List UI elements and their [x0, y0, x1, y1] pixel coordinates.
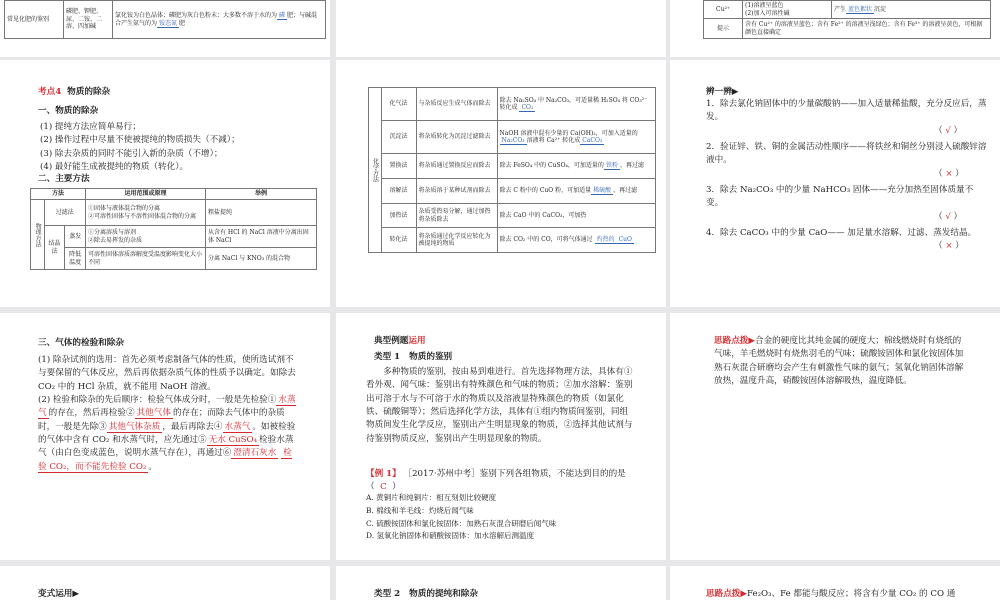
ion-table: [703, 0, 991, 39]
cell-label: 常见化肥的鉴别: [5, 1, 64, 39]
slide-9[interactable]: [670, 313, 1000, 560]
m-convert: 转化法: [381, 228, 416, 253]
p-gas: 与杂质反应生成气体而除去: [416, 88, 497, 121]
slide8-options: [366, 492, 638, 543]
ion-result: 产生 蓝色絮状 沉淀: [832, 1, 991, 19]
p-heat: 杂质受热易分解，通过加热将杂质除去: [416, 204, 497, 228]
e-heat: 除去 CaO 中的 CaCO₃，可加热: [497, 204, 656, 228]
e-replace: 除去 FeSO₄ 中的 CuSO₄，可加适量的 铁粉 ，再过滤: [497, 154, 656, 179]
th-example: 举例: [206, 189, 317, 200]
e-precip: NaOH 溶液中混有少量的 Ca(OH)₂，可加入适量的Na₂CO₃ 溶液将 Ca²⁺ 转化成 CaCO₃: [497, 121, 656, 154]
chem-methods-table: [368, 87, 656, 253]
slide4-items: [40, 121, 330, 174]
variant-title: 变式运用▶: [38, 589, 79, 599]
slide4-h2: 二、主要方法: [38, 174, 90, 184]
slide-7[interactable]: [0, 313, 330, 560]
th-principle: 运用范围或原理: [86, 189, 206, 200]
e-evap: 从含有 HCl 的 NaCl 溶液中分离出固体 NaCl: [206, 226, 317, 248]
slide4-h1: 一、物质的除杂: [38, 106, 99, 116]
ion-cell: Cu²⁺: [704, 1, 743, 19]
e-cool: 分离 NaCl 与 KNO₃ 的混合物: [206, 248, 317, 270]
m-filter: 过滤法: [44, 200, 85, 226]
slide-6[interactable]: [670, 60, 1000, 307]
slide6-list: [706, 98, 988, 253]
p-convert: 将杂质通过化学反应转化为被提纯的物质: [416, 228, 497, 253]
slide-3[interactable]: [670, 0, 1000, 57]
hint-lead: 思路点拨▶: [714, 336, 755, 346]
cell-types: 磷肥、钾肥、 尿、二铵、二 溶、四加碱: [64, 1, 113, 39]
chem-side: 化学方法: [369, 88, 382, 253]
phys-side: 物理方法: [31, 200, 45, 270]
e-dissolve: 除去 C 粉中的 CuO 粉，可加适量 稀硫酸 ，再过滤: [497, 179, 656, 204]
option-a: A. 黄铜片和纯铜片：相互刻划比较硬度: [366, 493, 497, 502]
m-crystal: 结晶法: [44, 226, 65, 270]
type2-title: 类型 2 物质的提纯和除杂: [374, 589, 478, 599]
m-replace: 置换法: [381, 154, 416, 179]
p-filter: ①固体与液体混合物的分离 ②可溶性固体与不溶性固体混合物的分离: [86, 200, 206, 226]
quiz-item-2: 2．验证锌、铁、铜的金属活动性顺序——将铁丝和铜丝分别浸入硫酸锌溶液中。 （ × ）: [706, 141, 987, 179]
fertilizer-table: [4, 0, 326, 39]
p-dissolve: 将杂质溶于某种试剂而除去: [416, 179, 497, 204]
option-d: D. 氢氧化钠固体和硝酸铵固体：加水溶解后测温度: [366, 531, 535, 541]
slide8-type: 类型 1 物质的鉴别: [374, 352, 453, 362]
e-filter: 粗盐提纯: [206, 200, 317, 226]
option-b: B. 棉线和羊毛线：灼烧后闻气味: [366, 505, 474, 515]
para-2: (2) 检验和除杂的先后顺序：检验气体成分时，一般是先检验① 水蒸气 的存在，然后再检验② 其他气体 的存在；而除去气体中的杂质时，一般是先除③ 其他气体杂质 ，最后再除去④ 水蒸气 。如被检验的气体中含有 CO₂ 和水蒸气时，应先通过⑤ 无水 CuSO₄ 检验水蒸气（由白色变成蓝色，说明水蒸气存在），再通过⑥ 澄清石灰水 检验 CO₂，而不能先检验 CO₂ 。: [38, 394, 296, 472]
item-2: (2) 操作过程中尽量不使被提纯的物质损失（不减）；: [40, 135, 240, 146]
m-gas: 化气法: [381, 88, 416, 121]
m-cool: 降低温度: [65, 248, 86, 270]
slide-8[interactable]: [336, 313, 666, 560]
slide7-heading: 三、气体的检验和除杂: [38, 338, 124, 348]
item-1: (1) 提纯方法应简单易行；: [40, 122, 141, 132]
para-1: (1) 除杂试剂的选用：首先必须考虑制备气体的性质，使所选试剂不与要保留的气体反应，然后再依据杂质气体的性质予以确定。如除去 CO₂ 中的 HCl 杂质，就不能用 NaOH 溶液。: [38, 355, 296, 392]
item-4: (4) 最好能生成被提纯的物质（转化）。: [40, 161, 189, 172]
quiz-item-4: 4．除去 CaCO₃ 中的少量 CaO—— 加足量水溶解、过滤、蒸发结晶。 （ × ）: [706, 227, 977, 252]
ion-method: (1)溶液呈蓝色 (2)加入可溶性碱: [743, 1, 832, 19]
slide4-title: 考点4 物质的除杂: [38, 87, 111, 97]
m-precip: 沉淀法: [381, 121, 416, 154]
p-evap: ①分离溶质与溶剂 ②除去易挥发的杂质: [86, 226, 206, 248]
slide-12[interactable]: [670, 566, 1000, 600]
slide8-example: 【例 1】 ［2017·苏州中考］鉴别下列各组物质，不能达到目的的是（ C ）: [366, 469, 626, 493]
m-dissolve: 溶解法: [381, 179, 416, 204]
slide7-body: [38, 354, 300, 474]
th-method: 方法: [31, 189, 86, 200]
m-evap: 蒸发: [65, 226, 86, 248]
p-replace: 将杂质通过置换反应而除去: [416, 154, 497, 179]
methods-table: [30, 188, 317, 270]
e-gas: 除去 Na₂SO₄ 中 Na₂CO₃，可适量稀 H₂SO₄ 将 CO₃²⁻ 转化成 CO₂: [497, 88, 656, 121]
slide-10[interactable]: [0, 566, 330, 600]
slide-11[interactable]: [336, 566, 666, 600]
tip-label: 提示: [704, 19, 743, 39]
slide6-title: 辨一辨▶: [706, 87, 739, 97]
p-cool: 可溶性固体溶质溶解度受温度影响变化大小不同: [86, 248, 206, 270]
tip-text: 含有 Cu²⁺ 的溶液呈蓝色；含有 Fe²⁺ 的溶液呈浅绿色；含有 Fe³⁺ 的溶液呈黄色，可根据颜色直接确定: [743, 19, 991, 39]
hint2: 思路点拨▶Fe₂O₃、Fe 都能与酸反应；将含有少量 CO₂ 的 CO 通: [706, 589, 956, 599]
p-precip: 将杂质转化为沉淀过滤除去: [416, 121, 497, 154]
slide-5[interactable]: [336, 60, 666, 307]
slide-2[interactable]: [336, 0, 666, 57]
slide-1[interactable]: [0, 0, 330, 57]
slide9-body: 思路点拨▶合金的硬度比其纯金属的硬度大；棉线燃烧时有烧纸的气味，羊毛燃烧时有烧焦羽毛的气味；硫酸铵固体和氯化铵固体加熟石灰混合研磨均会产生有刺激性气味的氨气；氢氧化钠固体溶解放热，温度升高，硝酸铵固体溶解吸热，温度降低。: [714, 336, 964, 386]
item-3: (3) 除去杂质的同时不能引入新的杂质（不增）；: [40, 148, 223, 159]
e-convert: 除去 CO₂ 中的 CO，可将气体通过 灼热的 CuO: [497, 228, 656, 253]
slide8-para: 多种物质的鉴别，按由易到难进行。首先选择物理方法，具体有①看外观、闻气味：鉴别出有特殊颜色和气味的物质；②加水溶解：鉴别出可溶于水与不可溶于水的物质以及溶液显特殊颜色的物质（如氯化铁、硫酸铜等）；然后选择化学方法，具体有①组内物质间鉴别，同组物质间发生化学反应，鉴别出产生明显现象的物质，②选择其他试剂与待鉴别物质反应，鉴别出产生明显现象的物质。: [366, 367, 633, 444]
cell-desc: 氯化铵为白色晶体；磷肥为灰白色粉末；大多数不溶于水的为 磷 肥；与碱混合产生氨气的为 铵态氮 肥: [113, 1, 326, 39]
slide8-heading: 典型例题运用: [374, 336, 426, 346]
option-c: C. 硫酸铵固体和氯化铵固体：加熟石灰混合研磨后闻气味: [366, 518, 557, 528]
quiz-item-1: 1．除去氯化钠固体中的少量碳酸钠——加入适量稀盐酸，充分反应后，蒸发。 （ √ ）: [706, 99, 987, 136]
m-heat: 加热法: [381, 204, 416, 228]
quiz-item-3: 3．除去 Na₂CO₃ 中的少量 NaHCO₃ 固体——充分加热至固体质量不变。 （ √ ）: [706, 184, 974, 222]
slide-4[interactable]: [0, 60, 330, 307]
